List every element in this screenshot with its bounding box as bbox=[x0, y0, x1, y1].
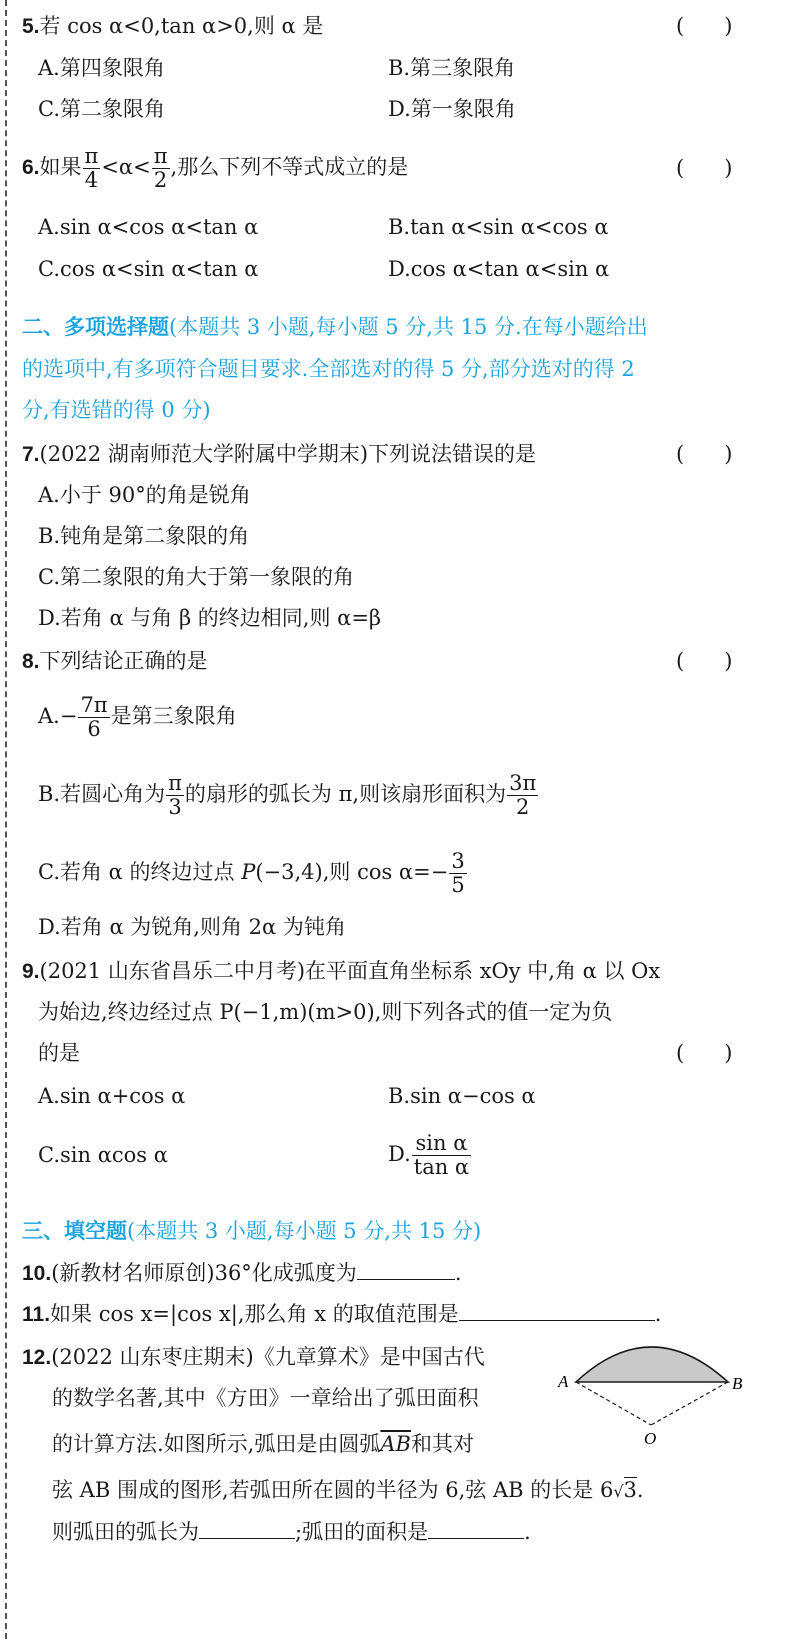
question-8 bbox=[22, 647, 208, 676]
question-stem-line-1: (2021 山东省昌乐二中月考)在平面直角坐标系 xOy 中,角 α 以 Ox bbox=[39, 959, 661, 983]
sqrt-radicand: 3 bbox=[623, 1478, 637, 1502]
question-12-line-2: 的数学名著,其中《方田》一章给出了弧田面积 bbox=[52, 1386, 479, 1410]
question-stem-line-1: (2022 山东枣庄期末)《九章算术》是中国古代 bbox=[51, 1345, 485, 1369]
answer-paren: ( ) bbox=[676, 649, 733, 673]
question-number: 11. bbox=[22, 1303, 51, 1326]
arc-field-figure bbox=[548, 1330, 780, 1450]
option-b: B.tan α<sin α<cos α bbox=[388, 215, 609, 239]
question-number: 9. bbox=[22, 960, 40, 983]
option-b: B.若圆心角为 $\frac{\pi}{3}$ 的扇形的弧长为 π,则该扇形面积为 $\frac{3\pi}{2}$ bbox=[38, 770, 537, 819]
option-d: D. $\frac{\text{sin α}}{\text{tan α}}$ bbox=[388, 1130, 470, 1179]
option-a: A.sin α+cos α bbox=[38, 1084, 186, 1108]
option-c: C.sin αcos α bbox=[38, 1143, 168, 1167]
option-a: A.第四象限角 bbox=[38, 56, 165, 80]
question-9-line-3: 的是 bbox=[38, 1041, 80, 1065]
question-5 bbox=[22, 12, 323, 41]
radius-oa bbox=[576, 1382, 651, 1425]
question-stem: (2022 湖南师范大学附属中学期末)下列说法错误的是 bbox=[39, 442, 537, 466]
question-11: 11.如果 cos x=|cos x|,那么角 x 的取值范围是 . bbox=[22, 1302, 662, 1326]
question-9 bbox=[22, 957, 660, 986]
fraction: $\frac{\pi}{4}$ bbox=[84, 143, 99, 192]
fraction: $\frac{7\pi}{6}$ bbox=[80, 692, 108, 741]
answer-blank-area[interactable] bbox=[428, 1518, 524, 1539]
option-d: D.若角 α 与角 β 的终边相同,则 α=β bbox=[38, 606, 382, 630]
question-number: 10. bbox=[22, 1262, 52, 1285]
fraction: $\frac{3\pi}{2}$ bbox=[509, 770, 537, 819]
question-number: 5. bbox=[22, 15, 40, 38]
question-12 bbox=[22, 1343, 485, 1372]
option-b: B.sin α−cos α bbox=[388, 1084, 536, 1108]
page-left-dashed-border bbox=[5, 0, 7, 1639]
question-6 bbox=[22, 143, 408, 192]
question-stem: 若 cos α<0,tan α>0,则 α 是 bbox=[39, 14, 324, 38]
section-2-line-3: 分,有选错的得 0 分) bbox=[22, 398, 211, 422]
option-c: C.第二象限角 bbox=[38, 97, 165, 121]
option-d: D.若角 α 为锐角,则角 2α 为钝角 bbox=[38, 915, 346, 939]
option-a: A.sin α<cos α<tan α bbox=[38, 215, 259, 239]
label-a: A bbox=[558, 1372, 569, 1391]
question-number: 12. bbox=[22, 1346, 52, 1369]
section-title: 三、填空题 bbox=[22, 1220, 127, 1243]
answer-blank-arc-length[interactable] bbox=[199, 1518, 295, 1539]
question-stem: (新教材名师原创)36°化成弧度为 bbox=[51, 1261, 357, 1285]
fraction: $\frac{3}{5}$ bbox=[451, 848, 465, 897]
section-title: 二、多项选择题 bbox=[22, 316, 169, 339]
sqrt-sign: √ bbox=[613, 1482, 624, 1501]
answer-blank[interactable] bbox=[357, 1259, 455, 1280]
section-instructions: (本题共 3 小题,每小题 5 分,共 15 分.在每小题给出 bbox=[169, 315, 648, 339]
section-2-header bbox=[22, 310, 648, 345]
option-a: A.小于 90°的角是锐角 bbox=[38, 483, 251, 507]
question-number: 7. bbox=[22, 443, 40, 466]
option-b: B.钝角是第二象限的角 bbox=[38, 524, 250, 548]
answer-paren: ( ) bbox=[676, 14, 733, 38]
answer-paren: ( ) bbox=[676, 442, 733, 466]
fraction: $\frac{\pi}{3}$ bbox=[168, 770, 182, 819]
option-c: C.第二象限的角大于第一象限的角 bbox=[38, 565, 354, 589]
question-stem-mid: <α< bbox=[101, 155, 151, 179]
radius-ob bbox=[651, 1382, 728, 1425]
question-stem-post: ,那么下列不等式成立的是 bbox=[170, 155, 409, 179]
arc-field-shaded-region bbox=[576, 1347, 728, 1382]
option-d: D.cos α<tan α<sin α bbox=[388, 257, 610, 281]
option-d: D.第一象限角 bbox=[388, 97, 516, 121]
option-b: B.第三象限角 bbox=[388, 56, 516, 80]
question-stem: 如果 cos x=|cos x|,那么角 x 的取值范围是 bbox=[50, 1302, 459, 1326]
section-3-header bbox=[22, 1214, 481, 1249]
option-c: C.若角 α 的终边过点 P(−3,4),则 cos α=− $\frac{3}{5}$ bbox=[38, 848, 465, 897]
question-12-line-3: 的计算方法.如图所示,弧田是由圆弧$\overline{AB}$和其对 bbox=[52, 1432, 474, 1456]
question-7 bbox=[22, 440, 536, 469]
question-12-line-5: 则弧田的弧长为 ;弧田的面积是 . bbox=[52, 1520, 531, 1544]
arc-ab: $\overline{AB}$ bbox=[380, 1432, 411, 1456]
answer-paren: ( ) bbox=[676, 156, 733, 180]
section-instructions: (本题共 3 小题,每小题 5 分,共 15 分) bbox=[127, 1219, 482, 1243]
option-c: C.cos α<sin α<tan α bbox=[38, 257, 259, 281]
question-9-line-2: 为始边,终边经过点 P(−1,m)(m>0),则下列各式的值一定为负 bbox=[38, 1000, 613, 1024]
question-number: 8. bbox=[22, 650, 40, 673]
question-12-line-4: 弦 AB 围成的图形,若弧田所在圆的半径为 6,弦 AB 的长是 6√3. bbox=[52, 1478, 644, 1502]
option-a: A.− $\frac{7\pi}{6}$ 是第三象限角 bbox=[38, 692, 237, 741]
fraction: $\frac{\text{sin α}}{\text{tan α}}$ bbox=[413, 1130, 470, 1179]
answer-blank[interactable] bbox=[459, 1300, 655, 1321]
label-o: O bbox=[644, 1429, 657, 1448]
fraction: $\frac{\pi}{2}$ bbox=[153, 143, 168, 192]
question-10: 10.(新教材名师原创)36°化成弧度为 . bbox=[22, 1261, 462, 1285]
section-2-line-2: 的选项中,有多项符合题目要求.全部选对的得 5 分,部分选对的得 2 bbox=[22, 357, 635, 381]
question-stem-pre: 如果 bbox=[39, 155, 82, 179]
question-stem: 下列结论正确的是 bbox=[39, 649, 208, 673]
label-b: B bbox=[732, 1374, 743, 1393]
answer-paren: ( ) bbox=[676, 1041, 733, 1065]
question-number: 6. bbox=[22, 156, 40, 179]
